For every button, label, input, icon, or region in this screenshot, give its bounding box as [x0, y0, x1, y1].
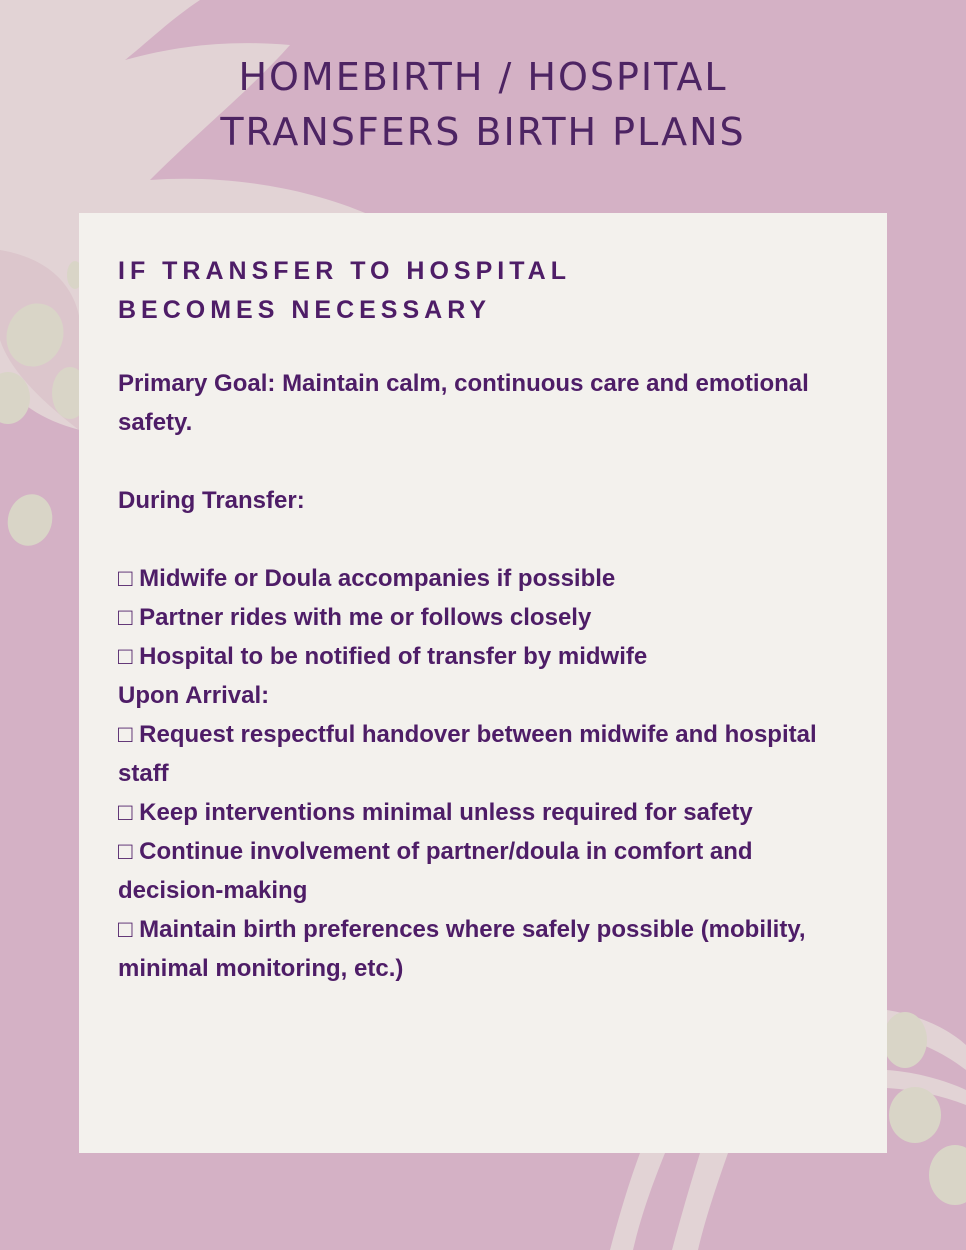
checkbox-icon[interactable]: □ — [118, 643, 133, 670]
checklist-item-label: Hospital to be notified of transfer by midwife — [139, 643, 648, 670]
checkbox-icon[interactable]: □ — [118, 799, 133, 826]
section-heading-line: BECOMES NECESSARY — [118, 296, 492, 324]
dot-shape — [929, 1145, 966, 1205]
body-text — [118, 364, 858, 988]
checklist-item-label: Continue involvement of partner/doula in comfort and decision-making — [118, 838, 753, 904]
checklist-item — [118, 910, 858, 988]
checklist-item — [118, 715, 858, 793]
primary-goal: Primary Goal: Maintain calm, continuous care and emotional safety. — [118, 370, 809, 436]
content-card — [79, 213, 887, 1153]
leaf-shape — [610, 1153, 665, 1250]
dot-shape — [2, 489, 58, 551]
checkbox-icon[interactable]: □ — [118, 916, 133, 943]
dot-shape — [889, 1087, 941, 1143]
checklist-item — [118, 598, 858, 637]
section-heading — [118, 252, 571, 330]
checklist-item-label: Maintain birth preferences where safely possible (mobility, minimal monitoring, etc.) — [118, 916, 806, 982]
upon-arrival-label: Upon Arrival: — [118, 682, 270, 709]
page-title-line: TRANSFERS BIRTH PLANS — [220, 110, 746, 154]
checklist-item-label: Partner rides with me or follows closely — [139, 604, 592, 631]
during-transfer-label: During Transfer: — [118, 487, 305, 514]
dot-shape — [883, 1012, 927, 1068]
checklist-item — [118, 793, 858, 832]
checkbox-icon[interactable]: □ — [118, 721, 133, 748]
checkbox-icon[interactable]: □ — [118, 838, 133, 865]
checklist-item — [118, 559, 858, 598]
checklist-item — [118, 637, 858, 676]
page-title — [0, 50, 966, 160]
page-title-line: HOMEBIRTH / HOSPITAL — [238, 55, 728, 99]
checkbox-icon[interactable]: □ — [118, 565, 133, 592]
checklist-item-label: Keep interventions minimal unless required for safety — [139, 799, 753, 826]
checklist-item-label: Request respectful handover between midwife and hospital staff — [118, 721, 817, 787]
checklist-item — [118, 832, 858, 910]
leaf-shape — [672, 1153, 728, 1250]
section-heading-line: IF TRANSFER TO HOSPITAL — [118, 257, 571, 285]
checkbox-icon[interactable]: □ — [118, 604, 133, 631]
checklist-item-label: Midwife or Doula accompanies if possible — [139, 565, 616, 592]
